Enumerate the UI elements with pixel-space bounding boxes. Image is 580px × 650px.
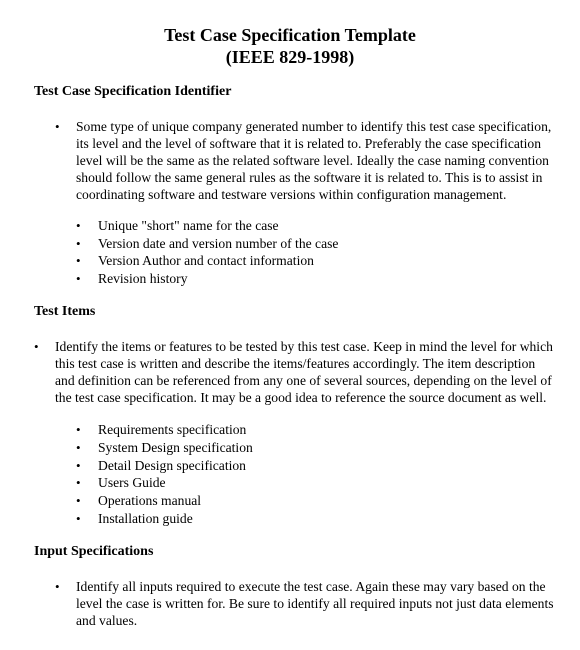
bullet-icon: • <box>76 271 81 286</box>
list-item: Version date and version number of the case <box>98 236 339 251</box>
document-title: Test Case Specification Template <box>164 25 416 45</box>
bullet-icon: • <box>76 218 81 233</box>
bullet-icon: • <box>76 422 81 437</box>
list-item: Version Author and contact information <box>98 253 314 268</box>
bullet-icon: • <box>76 440 81 455</box>
list-item: Detail Design specification <box>98 458 246 473</box>
list-item: Users Guide <box>98 475 166 490</box>
list-item: Installation guide <box>98 511 193 526</box>
section-paragraph-input-specifications: Identify all inputs required to execute the test case. Again these may vary based on the level the case is written for. Be sure to identify all required inputs not just data elements and values. <box>76 579 554 628</box>
bullet-icon: • <box>76 493 81 508</box>
list-item: System Design specification <box>98 440 253 455</box>
bullet-icon: • <box>34 339 39 354</box>
bullet-icon: • <box>76 458 81 473</box>
list-item: Unique "short" name for the case <box>98 218 279 233</box>
list-item: Revision history <box>98 271 188 286</box>
bullet-icon: • <box>55 119 60 134</box>
section-paragraph-test-items: Identify the items or features to be tested by this test case. Keep in mind the level for which this test case is written and describe the items/features accordingly. The item description and definition can be referenced from any one of several sources, depending on the level of the test case specification. It may be a good idea to reference the source document as well. <box>55 339 553 405</box>
bullet-icon: • <box>76 236 81 251</box>
document-subtitle: (IEEE 829-1998) <box>225 47 355 67</box>
bullet-icon: • <box>76 475 81 490</box>
bullet-icon: • <box>76 511 81 526</box>
list-item: Requirements specification <box>98 422 247 437</box>
section-heading-input-specifications: Input Specifications <box>34 544 154 559</box>
section-heading-identifier: Test Case Specification Identifier <box>34 84 232 99</box>
section-paragraph-identifier: Some type of unique company generated number to identify this test case specification, its level and the level of software that it is related to. Preferably the case specification level will be the same as the related software level. Ideally the case naming convention should follow the same general rules as the software it is related to. This is to assist in coordinating software and testware versions within configuration management. <box>76 119 552 202</box>
bullet-icon: • <box>55 579 60 594</box>
bullet-icon: • <box>76 253 81 268</box>
section-heading-test-items: Test Items <box>34 304 96 319</box>
list-item: Operations manual <box>98 493 202 508</box>
